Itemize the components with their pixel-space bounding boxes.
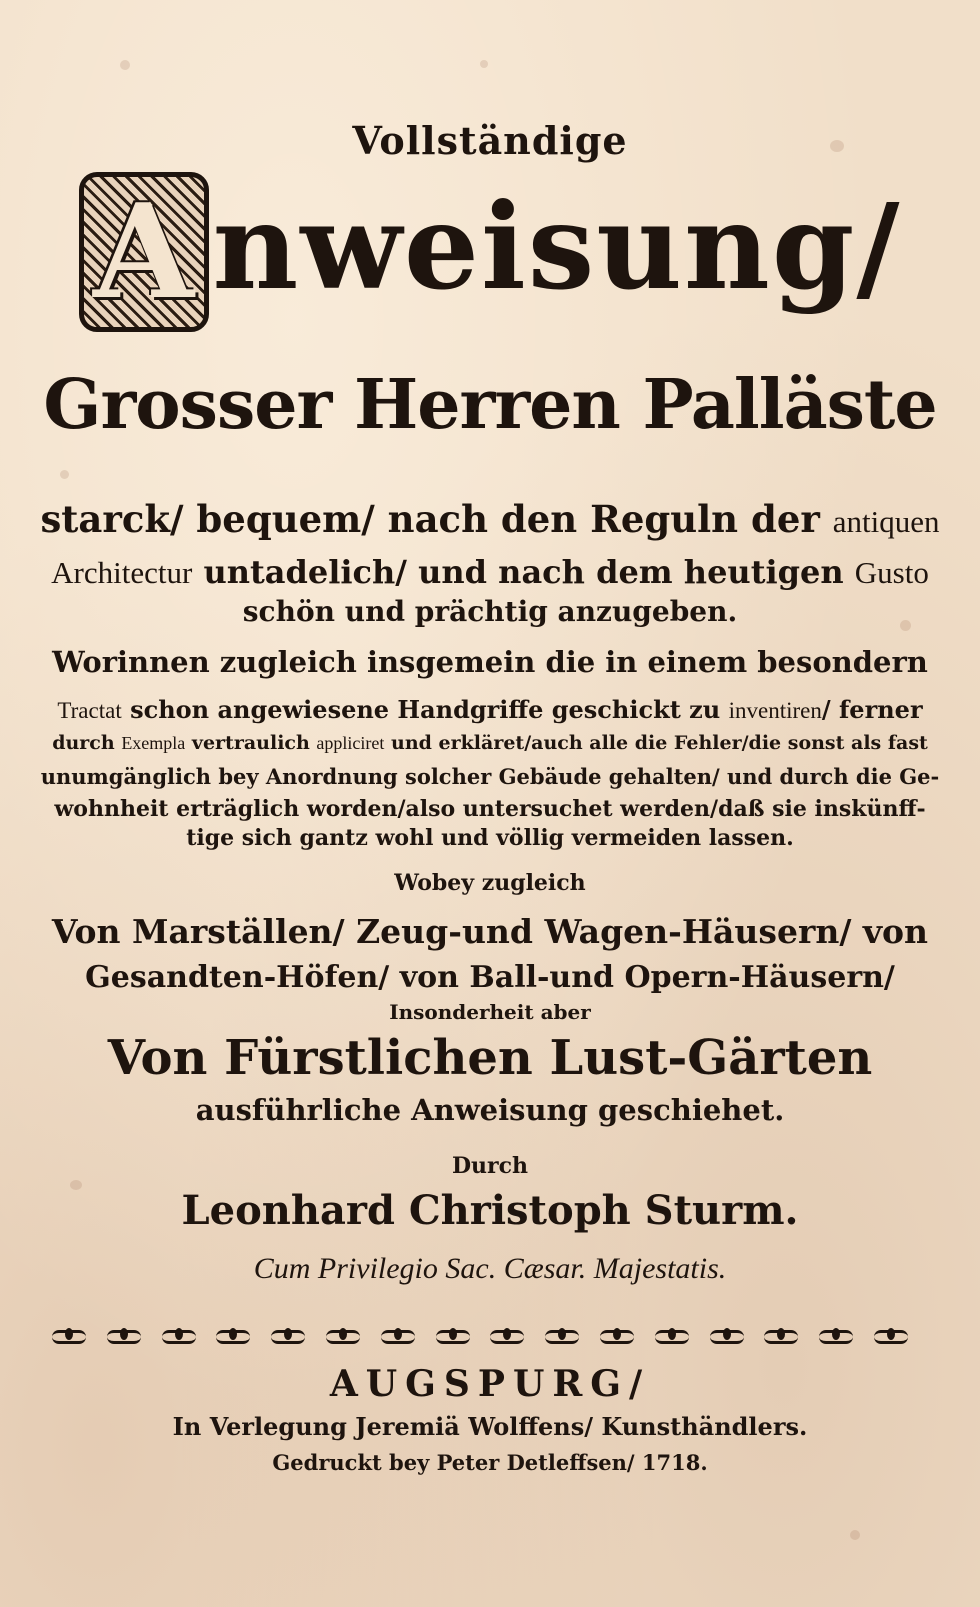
ornament-unit	[543, 1327, 581, 1341]
heading-anweisung	[40, 172, 940, 342]
subtitle-line-2: Architectur untadelich/ und nach dem heutigen Gusto	[51, 553, 929, 591]
insonderheit-aber: Insonderheit aber	[389, 1000, 591, 1024]
wobey-zugleich: Wobey zugleich	[394, 870, 586, 896]
heading-anweisung-rest: nweisung/	[212, 177, 902, 316]
description-line-5: tige sich gantz wohl und völlig vermeiden lassen.	[186, 825, 794, 851]
decorated-initial: A	[79, 172, 209, 332]
subtitle-line-1: starck/ bequem/ nach den Reguln der antiquen	[40, 497, 940, 541]
description-line-2: durch Exempla vertraulich appliciret und erkläret/auch alle die Fehler/die sonst als fast	[52, 732, 928, 754]
ornament-unit	[434, 1327, 472, 1341]
ornament-unit	[214, 1327, 252, 1341]
imprint-printer-year: Gedruckt bey Peter Detleffsen/ 1718.	[272, 1450, 708, 1475]
lust-gaerten-heading: Von Fürstlichen Lust-Gärten	[107, 1030, 873, 1086]
subtitle-line-3: schön und prächtig anzugeben.	[242, 595, 738, 628]
description-line-1: Tractat schon angewiesene Handgriffe geschickt zu inventiren/ ferner	[57, 695, 923, 724]
heading-grosser-herren-pallaeste: Grosser Herren Palläste	[43, 365, 937, 445]
ornament-unit	[105, 1327, 143, 1341]
ornament-unit	[379, 1327, 417, 1341]
privilege-line: Cum Privilegio Sac. Cæsar. Majestatis.	[253, 1252, 727, 1285]
ausfuehrliche-anweisung: ausführliche Anweisung geschiehet.	[195, 1093, 785, 1127]
ornamental-rule	[50, 1322, 910, 1346]
imprint-city: AUGSPURG/	[329, 1363, 651, 1405]
ornament-unit	[598, 1327, 636, 1341]
ornament-unit	[872, 1327, 910, 1341]
ornament-unit	[269, 1327, 307, 1341]
description-line-3: unumgänglich bey Anordnung solcher Gebäude gehalten/ und durch die Ge-	[40, 764, 940, 789]
author-name: Leonhard Christoph Sturm.	[181, 1187, 799, 1234]
ornament-unit	[160, 1327, 198, 1341]
durch: Durch	[451, 1153, 529, 1179]
ornament-unit	[762, 1327, 800, 1341]
ornament-unit	[653, 1327, 691, 1341]
description-heading: Worinnen zugleich insgemein die in einem besondern	[52, 645, 928, 679]
gesandten-line: Gesandten-Höfen/ von Ball-und Opern-Häusern/	[85, 960, 895, 995]
heading-vollstaendige: Vollständige	[352, 118, 628, 163]
ornament-unit	[708, 1327, 746, 1341]
ornament-unit	[324, 1327, 362, 1341]
ornament-unit	[488, 1327, 526, 1341]
ornament-unit	[50, 1327, 88, 1341]
description-line-4: wohnheit erträglich worden/also untersuchet werden/daß sie inskünff-	[54, 796, 926, 822]
ornament-unit	[817, 1327, 855, 1341]
imprint-publisher: In Verlegung Jeremiä Wolffens/ Kunsthändlers.	[172, 1412, 808, 1441]
marstaellen-line: Von Marställen/ Zeug-und Wagen-Häusern/ von	[51, 912, 929, 951]
